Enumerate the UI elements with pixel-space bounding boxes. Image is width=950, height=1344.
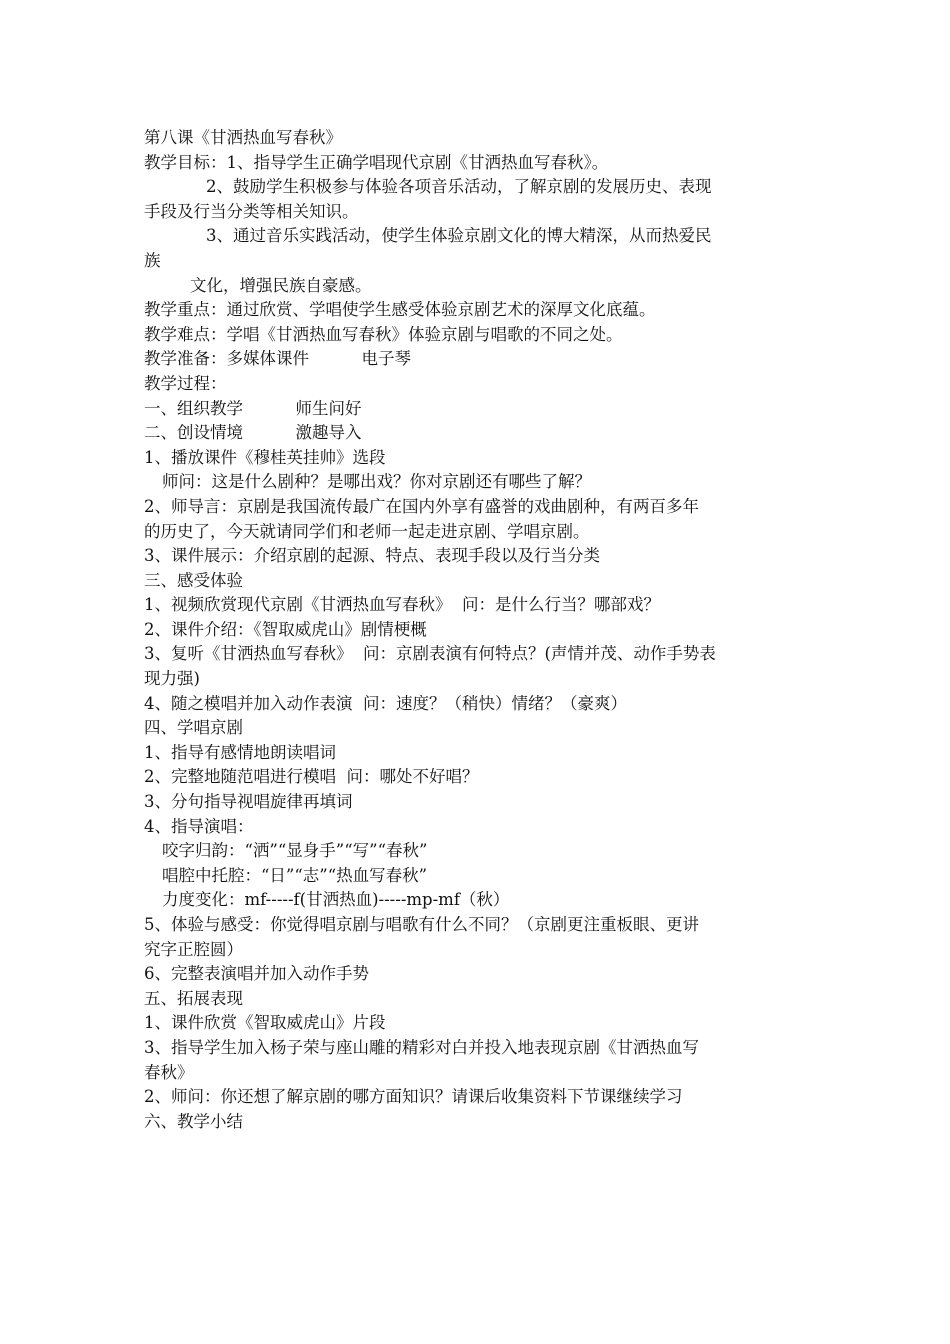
- text-line: 3、分句指导视唱旋律再填词: [144, 792, 353, 812]
- text-line: 第八课《甘洒热血写春秋》: [144, 128, 342, 147]
- text-line: 5、体验与感受：你觉得唱京剧与唱歌有什么不同？（京剧更注重板眼、更讲: [144, 915, 699, 934]
- text-line: 究字正腔圆）: [144, 939, 243, 959]
- text-line: 教学过程：: [144, 373, 227, 393]
- text-line: 3、复听《甘洒热血写春秋》 问：京剧表演有何特点？(声情并茂、动作手势表: [144, 644, 716, 664]
- text-line: 1、指导有感情地朗读唱词: [144, 742, 336, 762]
- text-line: 教学重点：通过欣赏、学唱使学生感受体验京剧艺术的深厚文化底蕴。: [144, 300, 656, 320]
- text-line: 族: [144, 250, 161, 270]
- text-line: 师问：这是什么剧种？是哪出戏？你对京剧还有哪些了解？: [162, 472, 591, 492]
- text-line: 1、视频欣赏现代京剧《甘洒热血写春秋》 问：是什么行当？哪部戏？: [144, 595, 660, 615]
- text-line: 文化，增强民族自豪感。: [190, 275, 372, 295]
- text-line: 2、师导言：京剧是我国流传最广在国内外享有盛誉的戏曲剧种，有两百多年: [144, 496, 699, 516]
- text-line: 二、创设情境 激趣导入: [144, 423, 362, 443]
- text-line: 教学准备：多媒体课件 电子琴: [144, 349, 411, 369]
- text-line: 六、教学小结: [144, 1111, 243, 1131]
- text-line: 1、播放课件《穆桂英挂帅》选段: [144, 447, 386, 467]
- text-line: 1、课件欣赏《智取威虎山》片段: [144, 1013, 386, 1033]
- text-line: 3、指导学生加入杨子荣与座山雕的精彩对白并投入地表现京剧《甘洒热血写: [144, 1037, 699, 1057]
- text-line: 2、完整地随范唱进行模唱 问：哪处不好唱？: [144, 767, 479, 787]
- text-line: 教学目标：1、指导学生正确学唱现代京剧《甘洒热血写春秋》。: [144, 152, 609, 172]
- text-line: 6、完整表演唱并加入动作手势: [144, 964, 369, 984]
- text-line: 力度变化：mf-----f(甘洒热血)-----mp-mf（秋）: [162, 890, 510, 910]
- text-line: 咬字归韵：“洒”“显身手”“写”“春秋”: [162, 841, 428, 861]
- text-line: 现力强): [144, 669, 200, 689]
- text-line: 一、组织教学 师生问好: [144, 398, 362, 418]
- document-body: [144, 126, 814, 1134]
- text-line: 三、感受体验: [144, 570, 243, 590]
- text-line: 3、课件展示：介绍京剧的起源、特点、表现手段以及行当分类: [144, 546, 600, 566]
- text-line: 3、通过音乐实践活动，使学生体验京剧文化的博大精深，从而热爱民: [206, 226, 712, 246]
- text-line: 四、学唱京剧: [144, 718, 243, 738]
- text-line: 的历史了，今天就请同学们和老师一起走进京剧、学唱京剧。: [144, 521, 590, 541]
- text-line: 2、师问：你还想了解京剧的哪方面知识？请课后收集资料下节课继续学习: [144, 1087, 683, 1107]
- text-line: 4、指导演唱：: [144, 816, 254, 836]
- text-line: 4、随之模唱并加入动作表演 问：速度？（稍快）情绪？（豪爽）: [144, 693, 627, 713]
- text-line: 手段及行当分类等相关知识。: [144, 201, 359, 221]
- text-line: 2、课件介绍：《智取威虎山》剧情梗概: [144, 619, 427, 639]
- text-line: 教学难点：学唱《甘洒热血写春秋》体验京剧与唱歌的不同之处。: [144, 324, 623, 344]
- text-line: 春秋》: [144, 1062, 194, 1082]
- text-line: 五、拓展表现: [144, 988, 243, 1008]
- text-line: 2、鼓励学生积极参与体验各项音乐活动，了解京剧的发展历史、表现: [206, 177, 712, 197]
- text-line: 唱腔中托腔：“日”“志”“热血写春秋”: [162, 865, 428, 885]
